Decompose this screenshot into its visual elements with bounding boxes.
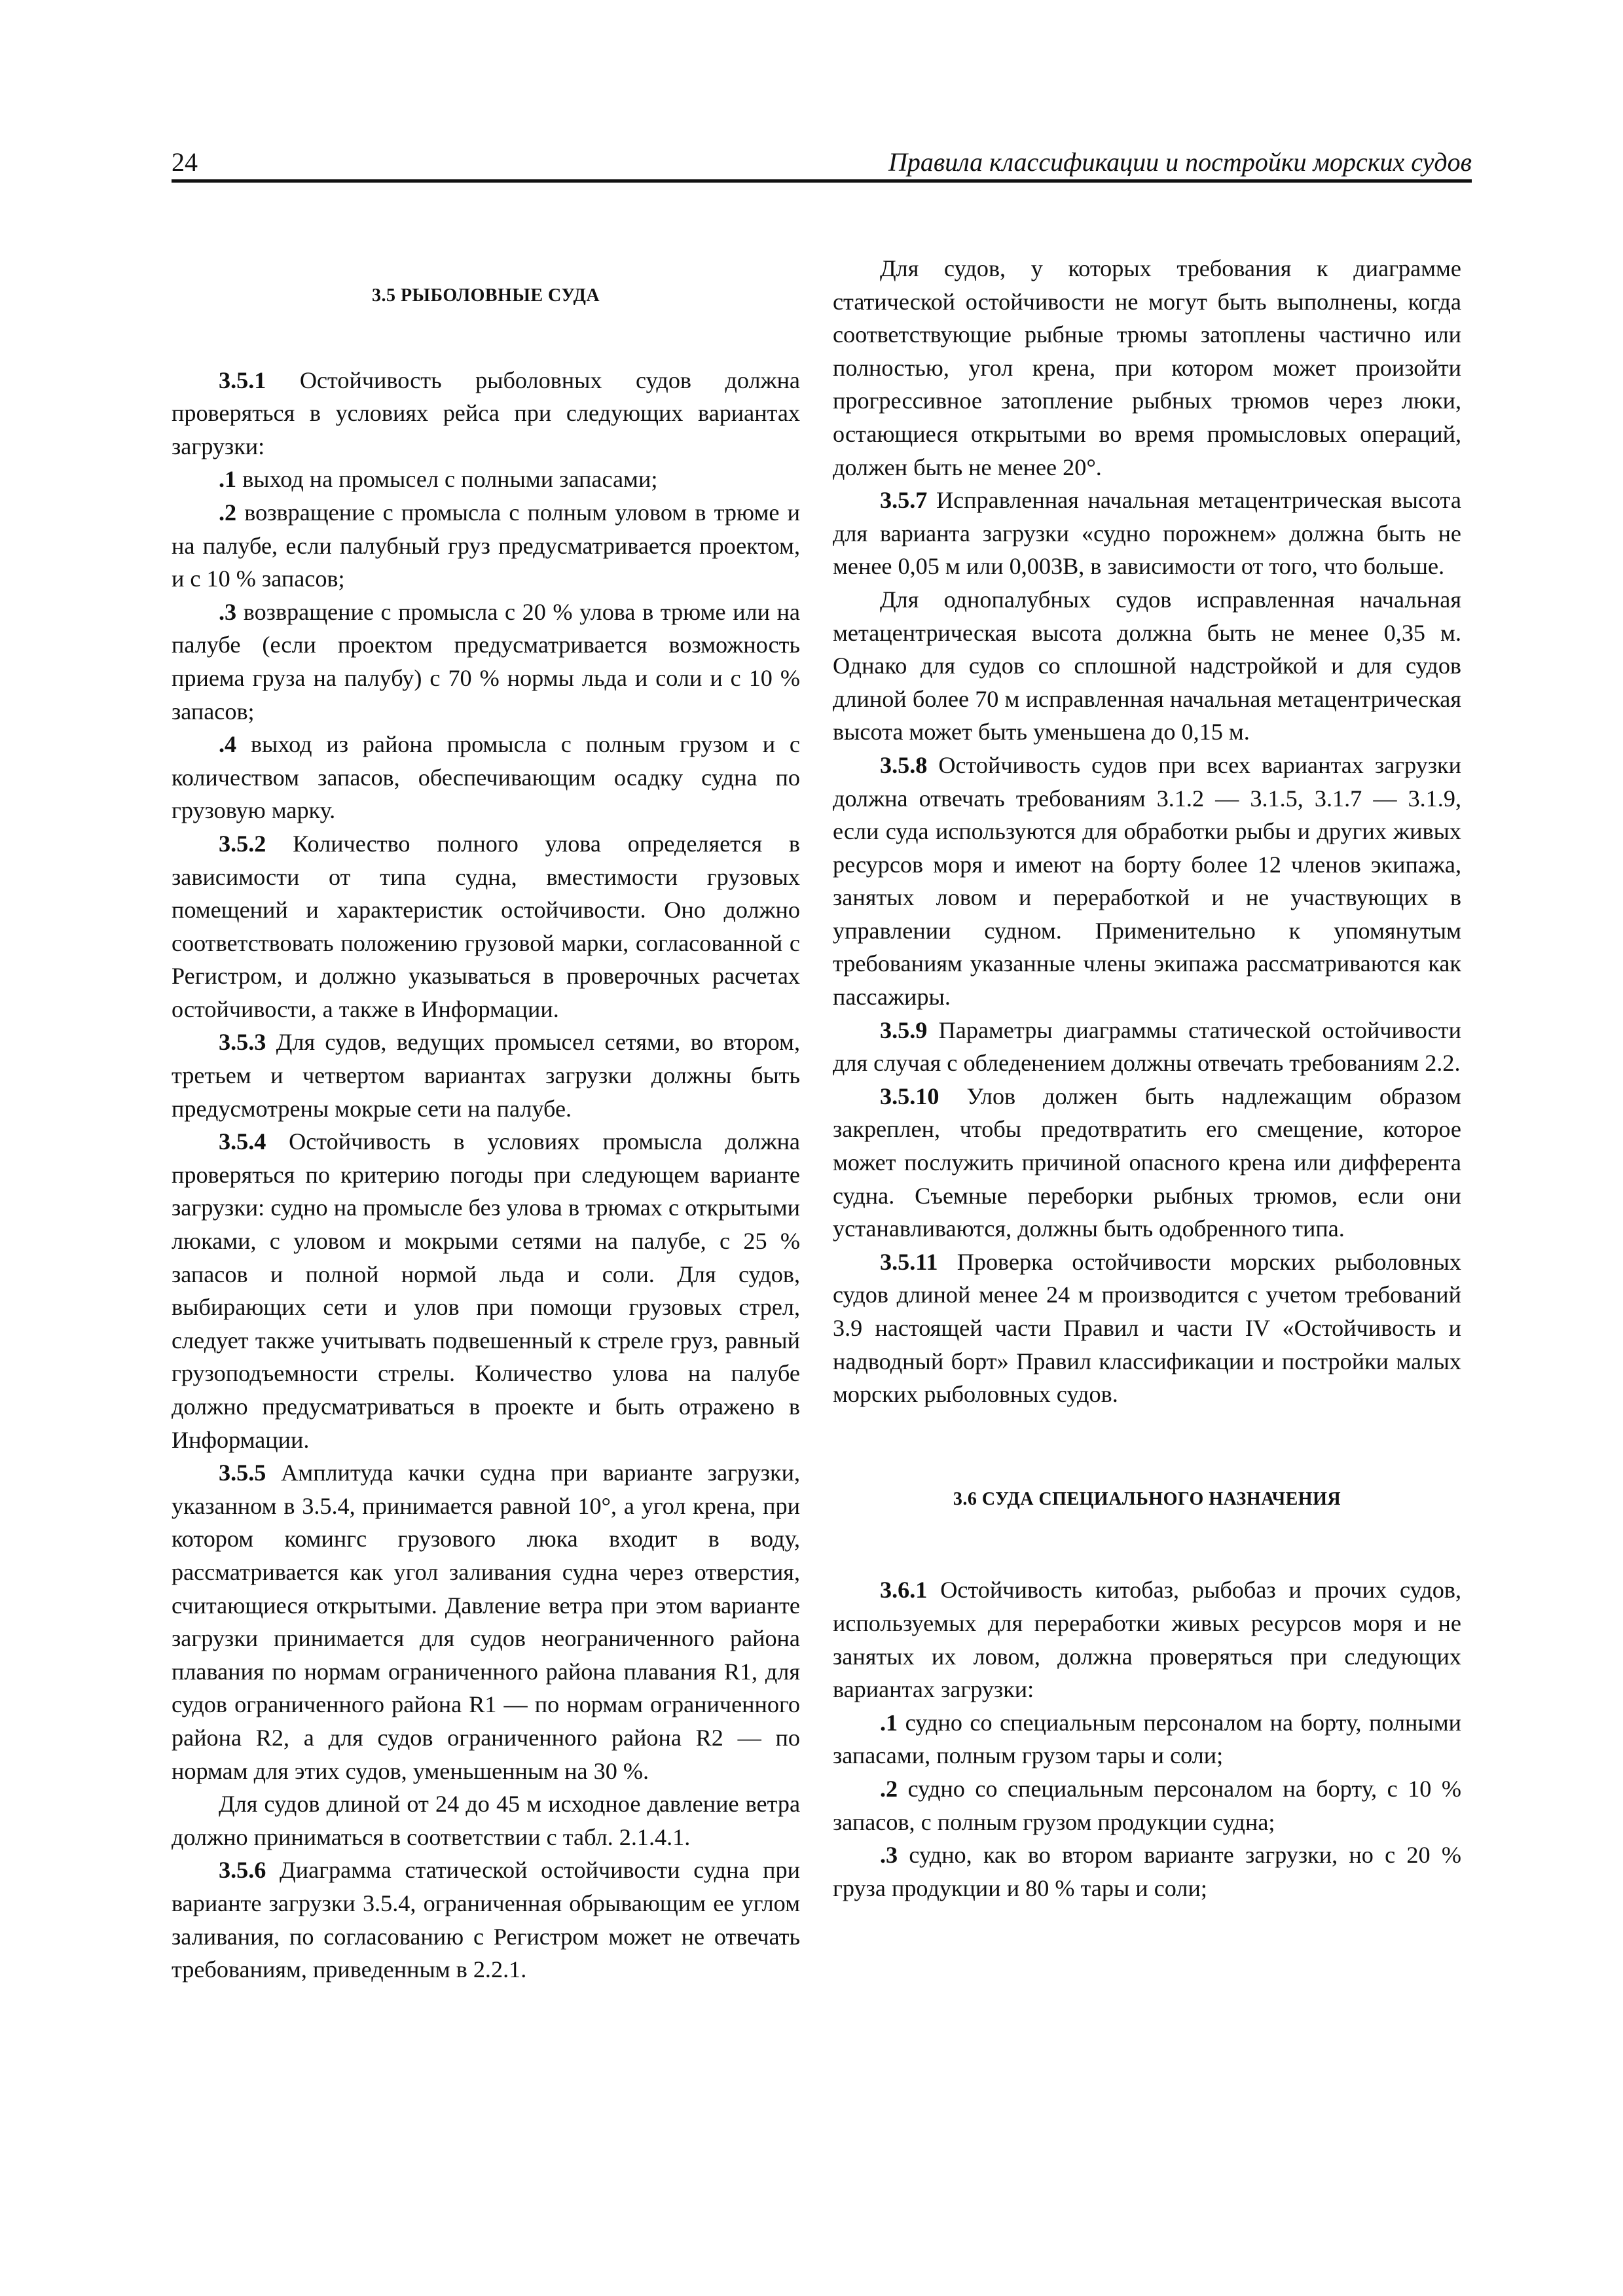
- paragraph: [833, 1573, 1461, 1706]
- clause-number: 3.5.5: [219, 1460, 266, 1486]
- paragraph: [172, 596, 800, 728]
- paragraph: [833, 1246, 1461, 1411]
- clause-number: .2: [219, 499, 237, 526]
- paragraph-text: Количество полного улова определяется в зависимости от типа судна, вместимости грузовых помещений и характеристик остойчивости. Оно должно соответствовать положению грузовой марки, согласованной с Регистром, и должно указываться в проверочных расчетах остойчивости, а также в Информации.: [172, 830, 800, 1022]
- clause-number: 3.5.1: [219, 367, 266, 393]
- paragraph-text: Проверка остойчивости морских рыболовных судов длиной менее 24 м производится с учетом требований 3.9 настоящей части Правил и части IV «Остойчивость и надводный борт» Правил классификации и постройки малых морских рыболовных судов.: [833, 1248, 1461, 1408]
- paragraph: [172, 1787, 800, 1854]
- paragraph-text: Амплитуда качки судна при варианте загрузки, указанном в 3.5.4, принимается равной 10°, а угол крена, при котором комингс грузового люка входит в воду, рассматривается как угол заливания судна через отверстия, считающиеся открытыми. Давление ветра при этом варианте загрузки принимается для судов неограниченного района плавания по нормам ограниченного района плавания R1, для судов ограниченного района R1 — по нормам ограниченного района R2, а для судов ограниченного района R2 — по нормам для этих судов, уменьшенным на 30 %.: [172, 1460, 800, 1784]
- running-title: Правила классификации и постройки морских судов: [888, 147, 1472, 177]
- right-paragraphs-bottom: [833, 1573, 1461, 1905]
- paragraph-text: Остойчивость китобаз, рыбобаз и прочих судов, используемых для переработки живых ресурсов моря и не занятых их ловом, должна проверяться при следующих вариантах загрузки:: [833, 1577, 1461, 1703]
- paragraph: [833, 1839, 1461, 1905]
- paragraph: [833, 583, 1461, 749]
- clause-number: .3: [880, 1842, 898, 1869]
- paragraph: [172, 364, 800, 463]
- paragraph-text: Улов должен быть надлежащим образом закреплен, чтобы предотвратить его смещение, которое может послужить причиной опасного крена или дифферента судна. Съемные переборки рыбных трюмов, если они устанавливаются, должны быть одобренного типа.: [833, 1083, 1461, 1242]
- paragraph-text: возвращение с промысла с 20 % улова в трюме или на палубе (если проектом предусматривается возможность приема груза на палубу) с 70 % нормы льда и соли и с 10 % запасов;: [172, 598, 800, 725]
- paragraph: [172, 1125, 800, 1456]
- page-number: 24: [172, 147, 198, 177]
- paragraph: [172, 1854, 800, 1986]
- paragraph: [833, 484, 1461, 583]
- paragraph: [172, 1456, 800, 1787]
- clause-number: 3.5.10: [880, 1083, 939, 1109]
- section-heading-3-6: 3.6 СУДА СПЕЦИАЛЬНОГО НАЗНАЧЕНИЯ: [953, 1488, 1341, 1509]
- paragraph: [833, 1772, 1461, 1839]
- paragraph-text: выход на промысел с полными запасами;: [236, 466, 658, 493]
- paragraph: [172, 827, 800, 1026]
- clause-number: .2: [880, 1775, 898, 1802]
- right-paragraphs-top: [833, 252, 1461, 1411]
- right-column: [833, 252, 1461, 1905]
- clause-number: 3.5.3: [219, 1029, 266, 1056]
- paragraph: [833, 252, 1461, 484]
- paragraph-text: Параметры диаграммы статической остойчивости для случая с обледенением должны отвечать требованиям 2.2.: [833, 1016, 1461, 1077]
- paragraph-text: судно со специальным персоналом на борту, полными запасами, полным грузом тары и соли;: [833, 1709, 1461, 1769]
- paragraph-text: судно, как во втором варианте загрузки, но с 20 % груза продукции и 80 % тары и соли;: [833, 1842, 1461, 1901]
- paragraph-text: выход из района промысла с полным грузом и с количеством запасов, обеспечивающим осадку судна по грузовую марку.: [172, 731, 800, 824]
- paragraph: [172, 496, 800, 596]
- paragraph: [833, 749, 1461, 1014]
- paragraph-text: Для судов, у которых требования к диаграмме статической остойчивости не могут быть выполнены, когда соответствующие рыбные трюмы затоплены частично или полностью, угол крена, при котором может произойти прогрессивное затопление рыбных трюмов через люки, остающиеся открытыми во время промысловых операций, должен быть не менее 20°.: [833, 255, 1461, 480]
- clause-number: .3: [219, 598, 237, 625]
- paragraph-text: Для судов, ведущих промысел сетями, во втором, третьем и четвертом вариантах загрузки должны быть предусмотрены мокрые сети на палубе.: [172, 1029, 800, 1122]
- paragraph: [172, 463, 800, 496]
- clause-number: 3.5.11: [880, 1248, 938, 1275]
- paragraph-text: Остойчивость рыболовных судов должна проверяться в условиях рейса при следующих вариантах загрузки:: [172, 367, 800, 459]
- paragraph-text: Исправленная начальная метацентрическая высота для варианта загрузки «судно порожнем» должна быть не менее 0,05 м или 0,003B, в зависимости от того, что больше.: [833, 487, 1461, 580]
- paragraph: [833, 1080, 1461, 1246]
- paragraph-text: Остойчивость в условиях промысла должна проверяться по критерию погоды при следующем варианте загрузки: судно на промысле без улова в трюмах с открытыми люками, с уловом и мокрыми сетями на палубе, с 25 % запасов и полной нормой льда и соли. Для судов, выбирающих сети и улов при помощи грузовых стрел, следует также учитывать подвешенный к стреле груз, равный грузоподъемности стрелы. Количество улова на палубе должно предусматриваться в проекте и быть отражено в Информации.: [172, 1128, 800, 1453]
- clause-number: 3.5.8: [880, 751, 928, 778]
- paragraph: [172, 1026, 800, 1125]
- clause-number: 3.5.6: [219, 1857, 266, 1884]
- clause-number: 3.5.7: [880, 487, 928, 514]
- clause-number: 3.5.9: [880, 1016, 928, 1043]
- clause-number: 3.5.2: [219, 830, 266, 857]
- left-column: [172, 252, 800, 1986]
- paragraph: [833, 1706, 1461, 1772]
- clause-number: .4: [219, 731, 237, 758]
- paragraph-text: Для однопалубных судов исправленная начальная метацентрическая высота должна быть не менее 0,35 м. Однако для судов со сплошной надстройкой и для судов длиной более 70 м исправленная начальная метацентрическая высота может быть уменьшена до 0,15 м.: [833, 586, 1461, 745]
- paragraph-text: Остойчивость судов при всех вариантах загрузки должна отвечать требованиям 3.1.2 — 3.1.5, 3.1.7 — 3.1.9, если суда используются для обработки рыбы и других живых ресурсов моря и имеют на борту более 12 членов экипажа, занятых ловом и переработкой и не участвующих в управлении судном. Применительно к упомянутым требованиям указанные члены экипажа рассматриваются как пассажиры.: [833, 751, 1461, 1011]
- clause-number: 3.5.4: [219, 1128, 266, 1155]
- left-paragraphs: [172, 364, 800, 1986]
- paragraph-text: Диаграмма статической остойчивости судна при варианте загрузки 3.5.4, ограниченная обрывающим ее углом заливания, по согласованию с Регистром может не отвечать требованиям, приведенным в 2.2.1.: [172, 1857, 800, 1983]
- paragraph: [172, 728, 800, 827]
- section-heading-3-5: 3.5 РЫБОЛОВНЫЕ СУДА: [371, 285, 600, 306]
- page-header: [172, 145, 1472, 183]
- clause-number: .1: [219, 466, 237, 493]
- paragraph-text: судно со специальным персоналом на борту, с 10 % запасов, с полным грузом продукции судна;: [833, 1775, 1461, 1835]
- paragraph-text: Для судов длиной от 24 до 45 м исходное давление ветра должно приниматься в соответствии с табл. 2.1.4.1.: [172, 1791, 800, 1850]
- paragraph-text: возвращение с промысла с полным уловом в трюме и на палубе, если палубный груз предусматривается проектом, и с 10 % запасов;: [172, 499, 800, 592]
- clause-number: .1: [880, 1709, 898, 1736]
- paragraph: [833, 1014, 1461, 1080]
- clause-number: 3.6.1: [880, 1577, 928, 1604]
